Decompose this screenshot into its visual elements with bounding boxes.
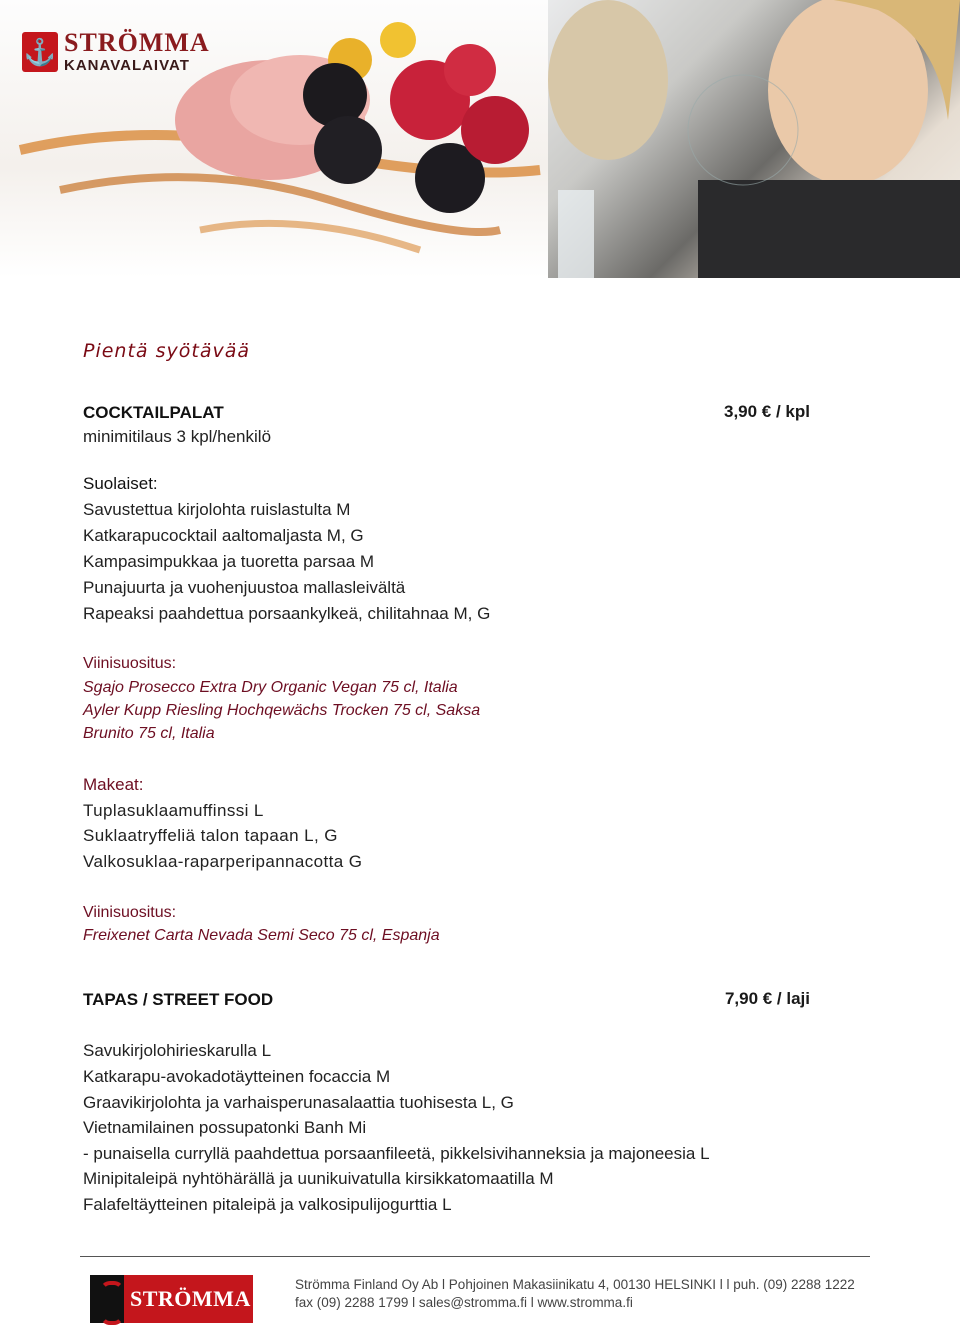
stromma-logo (22, 30, 210, 73)
header-banner (0, 0, 960, 278)
wine-item: Brunito 75 cl, Italia (83, 725, 215, 742)
footer-contact: fax (09) 2288 1799 l sales@stromma.fi l www.stromma.fi (295, 1295, 633, 1310)
list-item: Rapeaksi paahdettua porsaankylkeä, chilitahnaa M, G (83, 604, 491, 623)
list-item: Valkosuklaa-raparperipannacotta G (83, 852, 363, 871)
stromma-s-icon (90, 1275, 124, 1323)
list-item: Katkarapu-avokadotäytteinen focaccia M (83, 1067, 391, 1086)
people-photo (548, 0, 960, 278)
people-illustration (548, 0, 960, 278)
sweet-heading: Makeat: (83, 775, 144, 794)
brand-name: STRÖMMA (64, 28, 210, 57)
tapas-price: 7,90 € / laji (724, 989, 810, 1008)
list-item: Suklaatryffeliä talon tapaan L, G (83, 826, 338, 845)
section-title: Pientä syötävää (83, 340, 250, 362)
footer-address: Strömma Finland Oy Ab l Pohjoinen Makasiinikatu 4, 00130 HELSINKI l l puh. (09) 2288 1222 (295, 1277, 855, 1292)
list-item: Vietnamilainen possupatonki Banh Mi (83, 1118, 367, 1137)
savory-heading: Suolaiset: (83, 474, 158, 493)
cocktail-note: minimitilaus 3 kpl/henkilö (83, 427, 272, 446)
brand-subtitle: KANAVALAIVAT (64, 57, 190, 74)
list-item: Falafeltäytteinen pitaleipä ja valkosipulijogurttia L (83, 1195, 452, 1214)
tapas-title: TAPAS / STREET FOOD (83, 990, 274, 1009)
cocktail-price: 3,90 € / kpl (724, 402, 810, 421)
wine-item: Ayler Kupp Riesling Hochqewächs Trocken 75 cl, Saksa (83, 702, 481, 719)
footer-logo (90, 1275, 253, 1323)
footer-divider (80, 1256, 870, 1257)
list-item: - punaisella curryllä paahdettua porsaanfileetä, pikkelsivihanneksia ja majoneesia L (83, 1144, 710, 1163)
footer-brand: STRÖMMA (130, 1286, 251, 1311)
list-item: Katkarapucocktail aaltomaljasta M, G (83, 526, 364, 545)
list-item: Tuplasuklaamuffinssi L (83, 801, 264, 820)
list-item: Kampasimpukkaa ja tuoretta parsaa M (83, 552, 375, 571)
cocktail-title: COCKTAILPALAT (83, 403, 224, 422)
list-item: Savukirjolohirieskarulla L (83, 1041, 272, 1060)
wine-item: Freixenet Carta Nevada Semi Seco 75 cl, Espanja (83, 927, 440, 944)
wine-recommendation-heading: Viinisuositus: (83, 904, 177, 921)
list-item: Punajuurta ja vuohenjuustoa mallasleivältä (83, 578, 406, 597)
list-item: Graavikirjolohta ja varhaisperunasalaattia tuohisesta L, G (83, 1093, 514, 1112)
wine-item: Sgajo Prosecco Extra Dry Organic Vegan 75 cl, Italia (83, 679, 458, 696)
list-item: Minipitaleipä nyhtöhärällä ja uunikuivatulla kirsikkatomaatilla M (83, 1169, 554, 1188)
wine-recommendation-heading: Viinisuositus: (83, 655, 177, 672)
anchor-icon: ⚓ (22, 32, 58, 72)
list-item: Savustettua kirjolohta ruislastulta M (83, 500, 351, 519)
